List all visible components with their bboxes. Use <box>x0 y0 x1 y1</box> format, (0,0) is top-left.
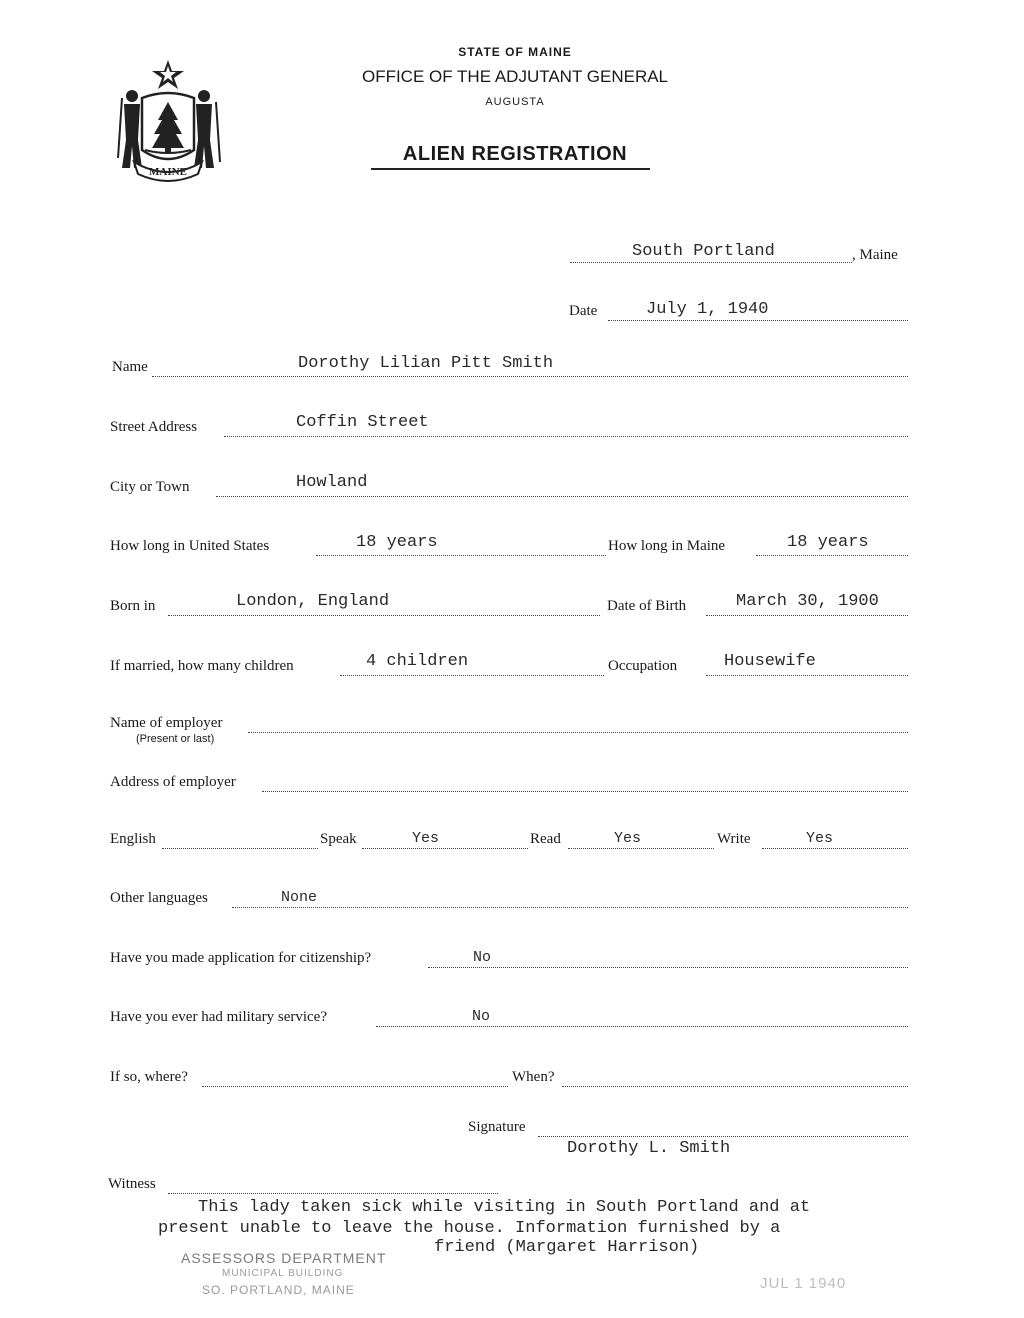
dob-value: March 30, 1900 <box>736 592 879 611</box>
employer-name-sublabel: (Present or last) <box>136 733 215 745</box>
office-heading: OFFICE OF THE ADJUTANT GENERAL <box>361 67 669 86</box>
city-label: City or Town <box>110 479 190 495</box>
city-value: Howland <box>296 473 368 492</box>
state-heading: STATE OF MAINE <box>458 45 572 59</box>
military-value: No <box>472 1008 491 1025</box>
assessors-stamp-line-3: SO. PORTLAND, MAINE <box>202 1283 355 1297</box>
city-heading: AUGUSTA <box>485 96 545 108</box>
speak-label: Speak <box>320 831 357 847</box>
occupation-label: Occupation <box>608 658 678 674</box>
military-label: Have you ever had military service? <box>110 1009 327 1025</box>
if-so-where-label: If so, where? <box>110 1069 188 1085</box>
form-title: ALIEN REGISTRATION <box>402 143 628 165</box>
when-label: When? <box>512 1069 555 1085</box>
other-languages-value: None <box>281 889 318 906</box>
other-languages-label: Other languages <box>110 890 208 906</box>
seal-label: MAINE <box>149 166 187 178</box>
signature-value: Dorothy L. Smith <box>567 1139 731 1158</box>
children-label: If married, how many children <box>110 658 294 674</box>
street-value: Coffin Street <box>296 413 429 432</box>
occupation-value: Housewife <box>724 652 816 671</box>
how-long-maine-value: 18 years <box>787 533 869 552</box>
state-suffix: , Maine <box>852 247 898 263</box>
write-value: Yes <box>806 830 834 847</box>
born-in-label: Born in <box>110 598 156 614</box>
assessors-stamp-line-1: ASSESSORS DEPARTMENT <box>181 1250 387 1266</box>
signature-label: Signature <box>468 1119 526 1135</box>
note-line-2: present unable to leave the house. Information furnished by a <box>158 1219 781 1238</box>
date-label: Date <box>569 303 598 319</box>
note-line-3: friend (Margaret Harrison) <box>434 1238 700 1257</box>
date-stamp: JUL 1 1940 <box>760 1275 847 1292</box>
how-long-maine-label: How long in Maine <box>608 538 726 554</box>
employer-name-label: Name of employer <box>110 715 223 731</box>
note-line-1: This lady taken sick while visiting in South Portland and at <box>198 1198 811 1217</box>
citizenship-label: Have you made application for citizenship? <box>110 950 372 966</box>
born-in-value: London, England <box>236 592 390 611</box>
name-label: Name <box>112 359 148 375</box>
date-value: July 1, 1940 <box>646 300 769 319</box>
how-long-us-value: 18 years <box>356 533 438 552</box>
write-label: Write <box>717 831 751 847</box>
witness-label: Witness <box>108 1176 156 1192</box>
street-label: Street Address <box>110 419 198 435</box>
speak-value: Yes <box>412 830 440 847</box>
assessors-stamp-line-2: MUNICIPAL BUILDING <box>222 1268 344 1279</box>
dob-label: Date of Birth <box>607 598 687 614</box>
town-value: South Portland <box>632 242 775 261</box>
name-value: Dorothy Lilian Pitt Smith <box>298 354 554 373</box>
title-underline <box>371 168 650 170</box>
read-value: Yes <box>614 830 642 847</box>
children-value: 4 children <box>366 652 469 671</box>
citizenship-value: No <box>473 949 492 966</box>
how-long-us-label: How long in United States <box>110 538 270 554</box>
employer-address-label: Address of employer <box>110 774 236 790</box>
english-label: English <box>110 831 156 847</box>
read-label: Read <box>530 831 561 847</box>
state-seal <box>112 58 224 182</box>
